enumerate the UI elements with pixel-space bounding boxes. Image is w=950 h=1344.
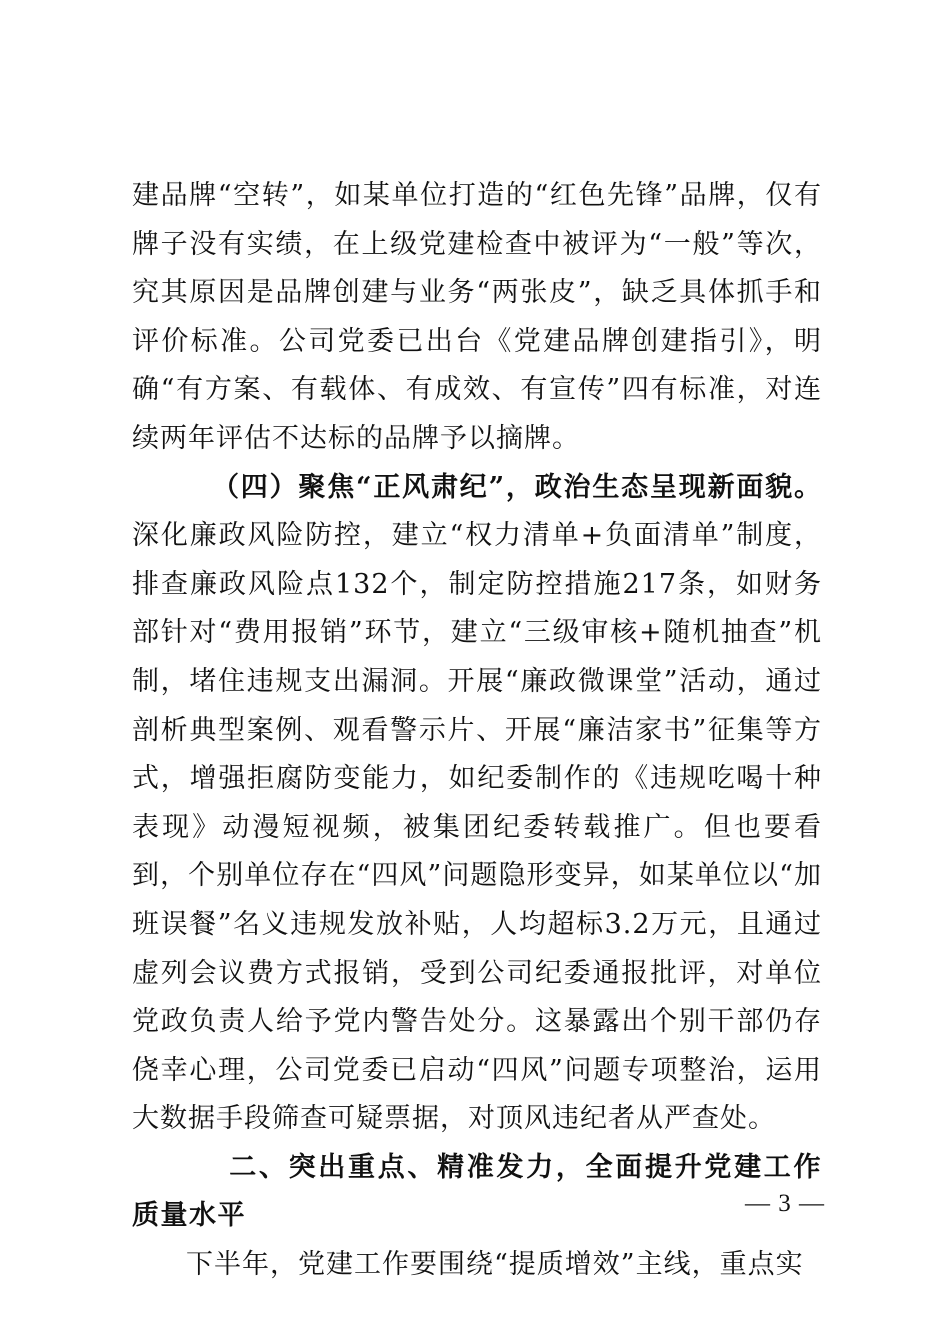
paragraph-section-4	[132, 464, 822, 1144]
paragraph-brand-building: 建品牌“空转”，如某单位打造的“红色先锋”品牌，仅有牌子没有实绩，在上级党建检查中被评为“一般”等次，究其原因是品牌创建与业务“两张皮”，缺乏具体抓手和评价标准。公司党委已出台《党建品牌创建指引》，明确“有方案、有载体、有成效、有宣传”四有标准，对连续两年评估不达标的品牌予以摘牌。	[132, 180, 822, 454]
section-4-body: 深化廉政风险防控，建立“权力清单+负面清单”制度，排查廉政风险点132个，制定防控措施217条，如财务部针对“费用报销”环节，建立“三级审核+随机抽查”机制，堵住违规支出漏洞。开展“廉政微课堂”活动，通过剖析典型案例、观看警示片、开展“廉洁家书”征集等方式，增强拒腐防变能力，如纪委制作的《违规吃喝十种表现》动漫短视频，被集团纪委转载推广。但也要看到，个别单位存在“四风”问题隐形变异，如某单位以“加班误餐”名义违规发放补贴，人均超标3.2万元，且通过虚列会议费方式报销，受到公司纪委通报批评，对单位党政负责人给予党内警告处分。这暴露出个别干部仍存侥幸心理，公司党委已启动“四风”问题专项整治，运用大数据手段筛查可疑票据，对顶风违纪者从严查处。	[132, 520, 822, 1135]
page-number: — 3 —	[745, 1190, 825, 1217]
paragraph-second-half: 下半年，党建工作要围绕“提质增效”主线，重点实	[186, 1249, 804, 1281]
document-body	[132, 172, 822, 1290]
heading-part-2: 二、突出重点、精准发力，全面提升党建工作质量水平	[132, 1151, 822, 1232]
section-4-title: （四）聚焦“正风肃纪”，政治生态呈现新面貌。	[212, 471, 822, 503]
